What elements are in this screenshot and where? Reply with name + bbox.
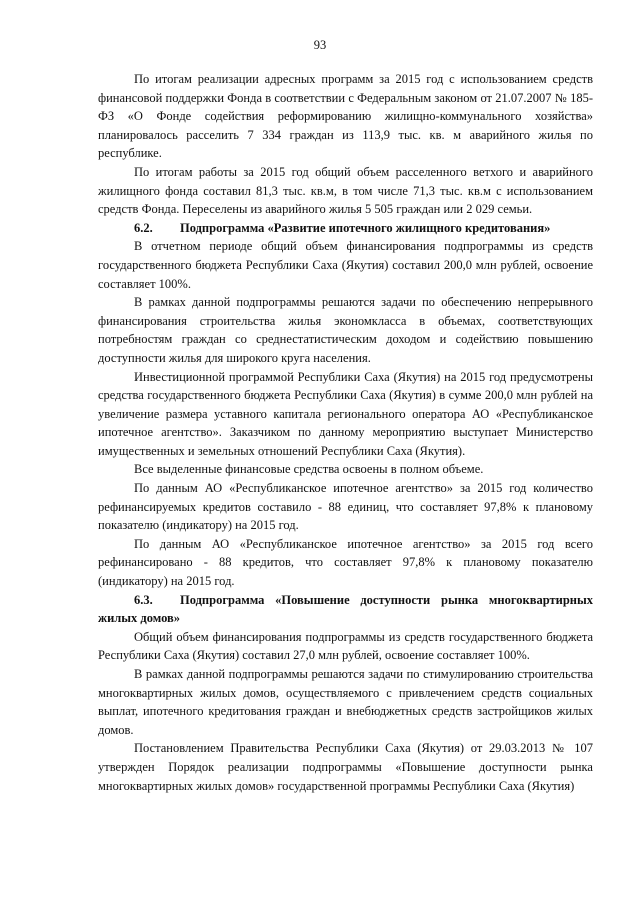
page-number: 93 — [313, 38, 327, 52]
paragraph: По данным АО «Республиканское ипотечное агентство» за 2015 год количество рефинансируемых кредитов составило - 88 единиц, что составляет 97,8% к плановому показателю (индикатору) на 2015 год. — [98, 481, 593, 533]
paragraph: Все выделенные финансовые средства освоены в полном объеме. — [134, 462, 484, 477]
paragraph: По итогам работы за 2015 год общий объем расселенного ветхого и аварийного жилищного фонда составил 81,3 тыс. кв.м, в том числе 71,3 тыс. кв.м с использованием средств Фонда. Переселены из аварийного жилья 5 505 граждан или 2 029 семьи. — [98, 164, 593, 217]
section-heading-6-2 — [98, 219, 593, 238]
section-number: 6.3. — [134, 592, 153, 607]
section-heading-6-3 — [98, 591, 593, 628]
section-number: 6.2. — [134, 220, 153, 235]
section-title: Подпрограмма «Развитие ипотечного жилищного кредитования» — [180, 220, 551, 235]
paragraph: По итогам реализации адресных программ за 2015 год с использованием средств финансовой поддержки Фонда в соответствии с Федеральным законом от 21.07.2007 № 185-ФЗ «О Фонде содействия реформированию жилищно-коммунального хозяйства» планировалось расселить 7 334 граждан из 113,9 тыс. кв. м аварийного жилья по республике. — [98, 72, 593, 161]
paragraph: Постановлением Правительства Республики Саха (Якутия) от 29.03.2013 № 107 утвержден Порядок реализации подпрограммы «Повышение доступности рынка многоквартирных жилых домов» государственной программы Республики Саха (Якутия) — [98, 741, 593, 793]
paragraph: Общий объем финансирования подпрограммы из средств государственного бюджета Республики Саха (Якутия) составил 27,0 млн рублей, освоение составляет 100%. — [98, 629, 593, 663]
paragraph: Инвестиционной программой Республики Саха (Якутия) на 2015 год предусмотрены средства государственного бюджета Республики Саха (Якутия) в сумме 200,0 млн рублей на увеличение размера уставного капитала регионального оператора АО «Республиканское ипотечное агентство». Заказчиком по данному мероприятию выступает Министерство имущественных и земельных отношений Республики Саха (Якутия). — [98, 369, 593, 458]
page-content — [98, 70, 593, 795]
paragraph: В отчетном периоде общий объем финансирования подпрограммы из средств государственного бюджета Республики Саха (Якутия) составил 200,0 млн рублей, освоение составляет 100%. — [98, 239, 593, 291]
paragraph: По данным АО «Республиканское ипотечное агентство» за 2015 год всего рефинансировано - 88 кредитов, что составляет 97,8% к плановому показателю (индикатору) на 2015 год. — [98, 536, 593, 589]
paragraph: В рамках данной подпрограммы решаются задачи по обеспечению непрерывного финансирования строительства жилья экономкласса в объемах, соответствующих потребностям граждан со среднестатистическим доходом и содействию повышению доступности жилья для широкого круга населения. — [98, 295, 593, 365]
section-title: Подпрограмма «Повышение доступности рынка многоквартирных жилых домов» — [98, 592, 593, 626]
paragraph: В рамках данной подпрограммы решаются задачи по стимулированию строительства многоквартирных жилых домов, осуществляемого с привлечением средств социальных выплат, ипотечного кредитования граждан и внебюджетных средств застройщиков жилых домов. — [98, 667, 593, 737]
